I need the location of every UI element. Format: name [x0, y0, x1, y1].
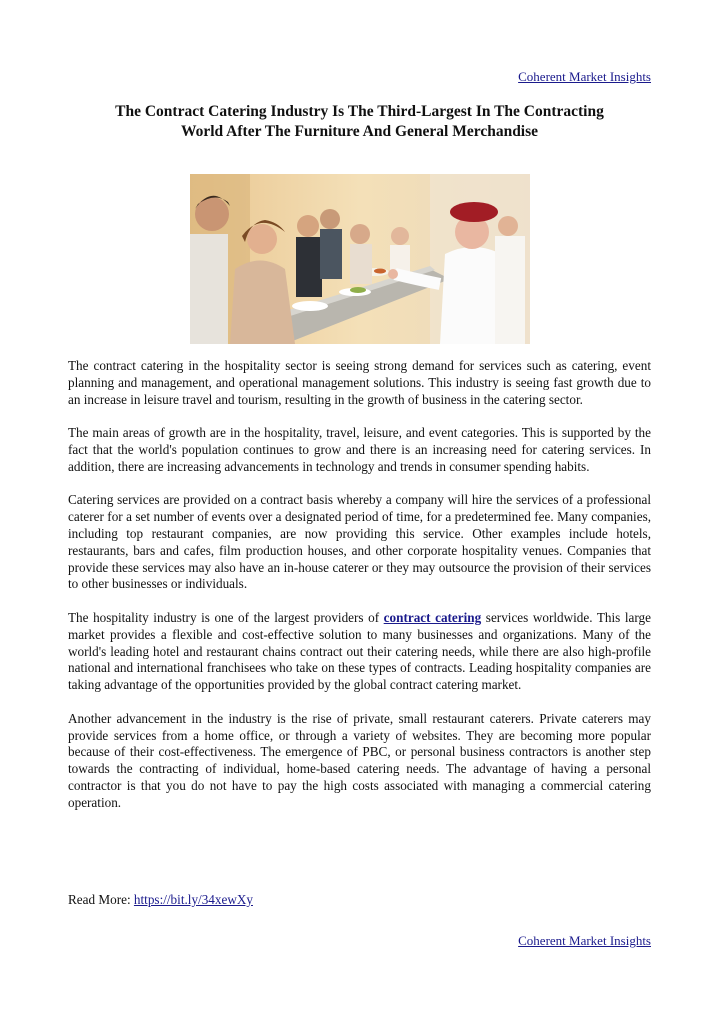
- paragraph-4-end: services worldwide. This large market provides a flexible and cost-effective solution to many businesses and organizations. Many of the world's leading hotel and restaurant chains contract out their catering needs, while there are also high-profile national and international franchisees who take on these types of contracts. Leading hospitality companies are taking advantage of the opportunities provided by the global contract catering market.: [68, 609, 651, 693]
- title-line-1: The Contract Catering Industry Is The Third-Largest In The Contracting: [115, 103, 604, 120]
- paragraph-5: Another advancement in the industry is the rise of private, small restaurant caterers. Private caterers may provide services from a home office, or through a variety of websites. They are becoming more popular because of their cost-effectiveness. The emergence of PBC, or personal business contractors is another step towards the contracting of individual, home-based catering needs. The advantage of having a personal contractor is that you do not have to pay the high costs associated with managing a commercial catering operation.: [68, 710, 651, 810]
- title-line-2: World After The Furniture And General Merchandise: [180, 123, 539, 140]
- read-more-link[interactable]: https://bit.ly/34xewXy: [133, 892, 253, 907]
- paragraph-4: [68, 610, 651, 694]
- contract-catering-link[interactable]: contract catering: [383, 609, 482, 625]
- header-link[interactable]: Coherent Market Insights: [518, 69, 651, 84]
- paragraph-4-start: The hospitality industry is one of the largest providers of: [68, 609, 384, 625]
- footer-link[interactable]: Coherent Market Insights: [518, 933, 651, 948]
- page-title: [68, 102, 651, 142]
- paragraph-1: The contract catering in the hospitality sector is seeing strong demand for services such as catering, event planning and management, and operational management solutions. This industry is seeing fast growth due to an increase in leisure travel and tourism, resulting in the growth of business in the catering sector.: [68, 358, 651, 407]
- catering-photo: [190, 174, 530, 344]
- paragraph-2: The main areas of growth are in the hospitality, travel, leisure, and event categories. This is supported by the fact that the world's population continues to grow and there is an increasing need for catering services. In addition, there are increasing advancements in technology and trends in consumer spending habits.: [68, 425, 651, 474]
- article-body: [68, 358, 651, 828]
- paragraph-3: Catering services are provided on a contract basis whereby a company will hire the services of a professional caterer for a set number of events over a designated period of time, for a predetermined fee. Many companies, including top restaurant companies, are now providing this service. Other examples include hotels, restaurants, bars and cafes, film production houses, and other corporate hospitality venues. Companies that provide these services may also have an in-house caterer or they may outsource the provision of their services to other businesses or individuals.: [68, 492, 651, 592]
- read-more-label: Read More:: [68, 892, 134, 907]
- read-more: [68, 892, 253, 908]
